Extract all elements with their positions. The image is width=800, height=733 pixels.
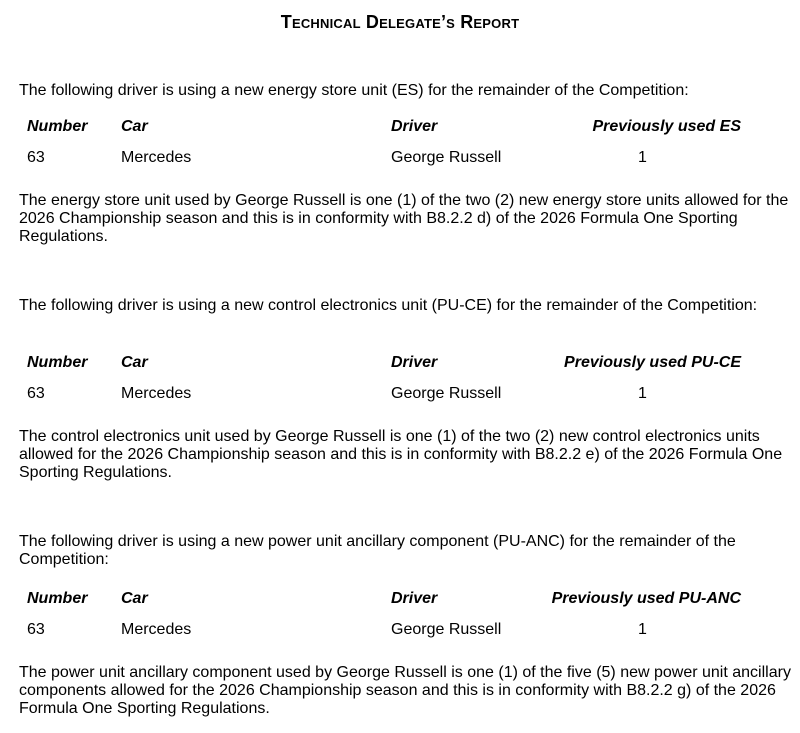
pu-anc-table-header [0,590,800,612]
pu-ce-row-driver: George Russell [391,385,502,402]
pu-anc-header-driver: Driver [391,590,438,607]
es-conformity-paragraph: The energy store unit used by George Russell is one (1) of the two (2) new energy store units allowed for the 2026 Championship season and this is in conformity with B8.2.2 d) of the 2026 Formula One Sporting Regulations. [19,192,789,245]
pu-anc-row-previous: 1 [638,621,647,638]
es-row-car: Mercedes [121,149,192,166]
pu-anc-header-previous: Previously used PU-ANC [551,590,741,607]
pu-ce-intro-text: The following driver is using a new control electronics unit (PU-CE) for the remainder of the Competition: [19,297,758,314]
es-row-previous: 1 [638,149,647,166]
es-table-row [0,149,800,171]
es-header-number: Number [27,118,88,135]
es-row-number: 63 [27,149,45,166]
pu-anc-conformity-paragraph: The power unit ancillary component used by George Russell is one (1) of the five (5) new power unit ancillary components allowed for the 2026 Championship season and this is in conformity with B8.2.2 g) of the 2026 Formula One Sporting Regulations. [19,664,791,717]
pu-anc-row-number: 63 [27,621,45,638]
es-intro-text: The following driver is using a new energy store unit (ES) for the remainder of the Competition: [19,82,689,99]
report-title: Technical Delegate’s Report [280,12,520,32]
pu-anc-header-number: Number [27,590,88,607]
pu-anc-row-car: Mercedes [121,621,192,638]
pu-ce-table-header [0,354,800,376]
es-table [0,118,800,171]
pu-anc-table-row [0,621,800,643]
es-header-driver: Driver [391,118,438,135]
pu-anc-table [0,590,800,643]
es-table-header [0,118,800,140]
pu-ce-table [0,354,800,407]
es-header-car: Car [121,118,148,135]
pu-anc-row-driver: George Russell [391,621,502,638]
es-header-previous: Previously used ES [592,118,741,135]
pu-ce-table-row [0,385,800,407]
pu-ce-header-number: Number [27,354,88,371]
pu-ce-row-previous: 1 [638,385,647,402]
pu-ce-row-number: 63 [27,385,45,402]
pu-ce-header-driver: Driver [391,354,438,371]
pu-ce-header-car: Car [121,354,148,371]
pu-anc-header-car: Car [121,590,148,607]
pu-ce-conformity-paragraph: The control electronics unit used by George Russell is one (1) of the two (2) new control electronics units allowed for the 2026 Championship season and this is in conformity with B8.2.2 e) of the 2026 Formula One Sporting Regulations. [19,428,783,481]
pu-ce-header-previous: Previously used PU-CE [564,354,741,371]
es-row-driver: George Russell [391,149,502,166]
pu-ce-row-car: Mercedes [121,385,192,402]
pu-anc-intro-text: The following driver is using a new power unit ancillary component (PU-ANC) for the remainder of the Competition: [19,533,736,568]
